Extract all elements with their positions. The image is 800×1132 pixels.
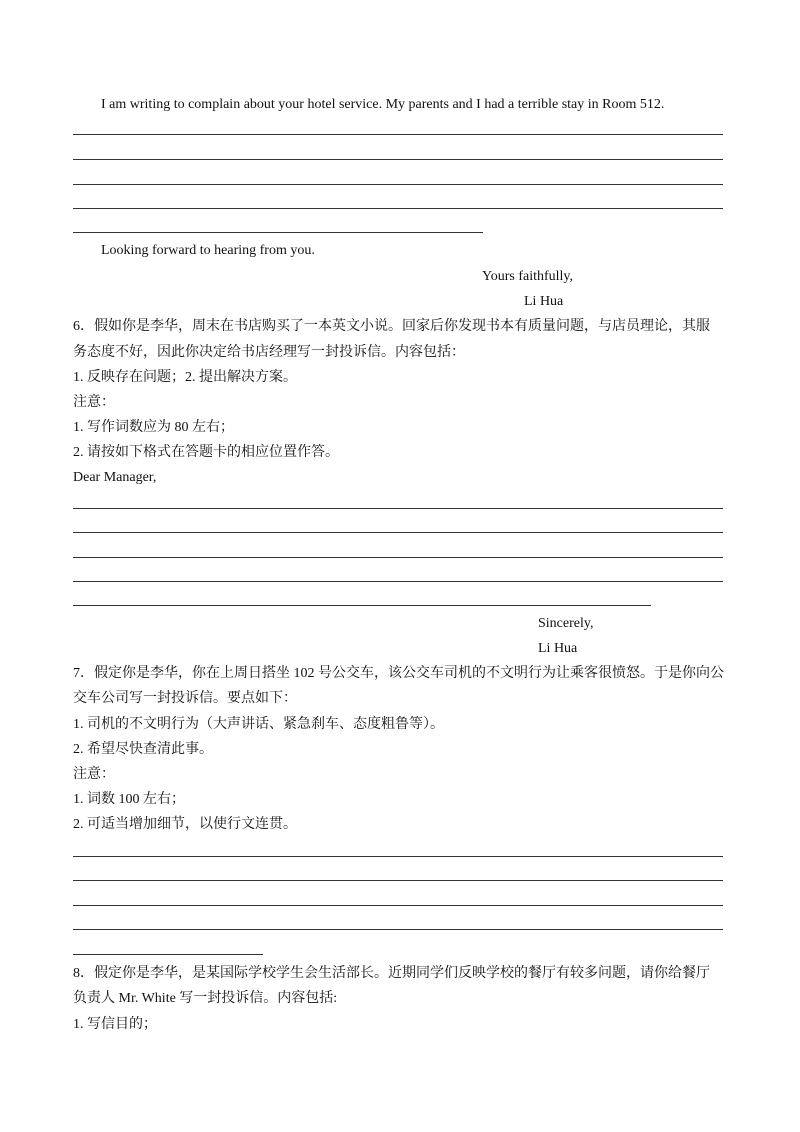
answer-line [73,232,483,233]
q7-note1: 1. 词数 100 左右； [73,792,185,807]
q7-prompt-line1: 7．假定你是李华，你在上周日搭坐 102 号公交车，该公交车司机的不文明行为让乘客很愤怒。于是你向公 [73,666,724,681]
answer-line [73,929,723,930]
q8-point1: 1. 写信目的； [73,1017,157,1032]
q6-note-title: 注意： [73,395,115,410]
q6-salutation: Dear Manager, [73,470,157,485]
answer-line [73,134,723,135]
answer-line [73,159,723,160]
answer-line [73,581,723,582]
q8-prompt-line1: 8．假定你是李华，是某国际学校学生会生活部长。近期同学们反映学校的餐厅有较多问题，请你给餐厅 [73,966,710,981]
answer-line [73,532,723,533]
letter-closing: Looking forward to hearing from you. [101,243,315,258]
letter-signoff: Yours faithfully, [482,269,574,284]
answer-line [73,208,723,209]
answer-line [73,905,723,906]
answer-line [73,954,263,955]
q6-points: 1. 反映存在问题；2. 提出解决方案。 [73,370,297,385]
q6-note1: 1. 写作词数应为 80 左右； [73,420,234,435]
q7-note2: 2. 可适当增加细节，以使行文连贯。 [73,817,297,832]
answer-line [73,605,651,606]
q6-note2: 2. 请按如下格式在答题卡的相应位置作答。 [73,445,339,460]
letter-signature: Li Hua [524,294,564,309]
q7-prompt-line2: 交车公司写一封投诉信。要点如下： [73,691,297,706]
q6-signoff: Sincerely, [538,616,594,631]
answer-line [73,557,723,558]
q8-prompt-line2: 负责人 Mr. White 写一封投诉信。内容包括: [73,991,338,1006]
answer-line [73,880,723,881]
q6-prompt-line2: 务态度不好，因此你决定给书店经理写一封投诉信。内容包括： [73,345,465,360]
q7-note-title: 注意： [73,767,115,782]
answer-line [73,508,723,509]
q7-point2: 2. 希望尽快查清此事。 [73,742,213,757]
q6-prompt-line1: 6．假如你是李华，周末在书店购买了一本英文小说。回家后你发现书本有质量问题，与店员理论，其服 [73,319,710,334]
q7-point1: 1. 司机的不文明行为（大声讲话、紧急刹车、态度粗鲁等）。 [73,717,444,732]
answer-line [73,184,723,185]
q6-signature: Li Hua [538,641,578,656]
letter-opening: I am writing to complain about your hotel service. My parents and I had a terrible stay in Room 512. [101,97,665,112]
answer-line [73,856,723,857]
